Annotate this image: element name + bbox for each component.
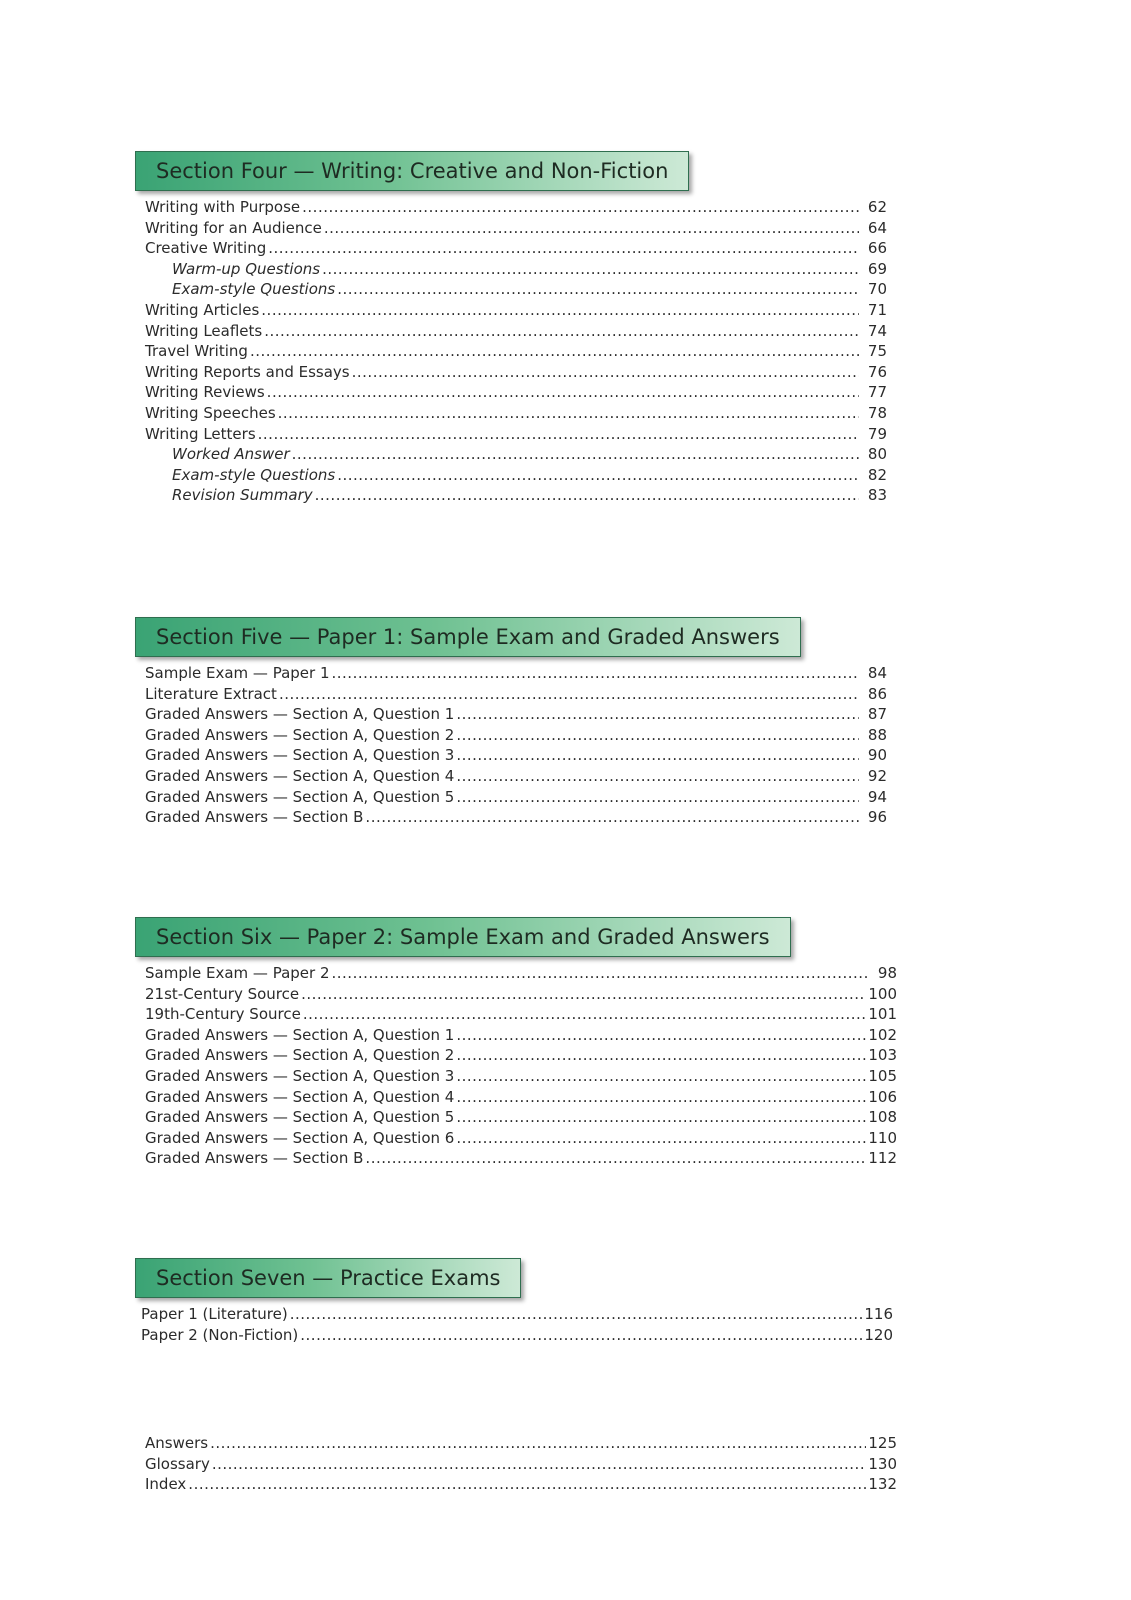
entry-title: Paper 2 (Non-Fiction) <box>141 1325 299 1344</box>
toc-entry[interactable] <box>145 465 887 486</box>
entry-list <box>141 1304 893 1345</box>
entry-page-number: 100 <box>868 984 897 1003</box>
toc-entry[interactable] <box>145 1025 897 1046</box>
section-seven <box>135 1258 893 1345</box>
entry-page-number: 110 <box>868 1128 897 1147</box>
toc-entry[interactable] <box>145 1045 897 1066</box>
dot-leader <box>332 963 870 984</box>
dot-leader <box>290 1304 863 1325</box>
entry-title: Glossary <box>145 1454 210 1473</box>
dot-leader <box>261 300 859 321</box>
entry-title: Warm-up Questions <box>172 259 321 278</box>
entry-page-number: 102 <box>868 1025 897 1044</box>
entry-title: Graded Answers — Section A, Question 5 <box>145 787 455 806</box>
entry-page-number: 132 <box>868 1475 897 1494</box>
toc-entry[interactable] <box>145 1107 897 1128</box>
dot-leader <box>456 1066 866 1087</box>
section-five <box>135 617 887 828</box>
entry-page-number: 96 <box>867 808 887 827</box>
entry-page-number: 87 <box>867 705 887 724</box>
entry-title: Writing Reviews <box>145 383 265 402</box>
entry-page-number: 75 <box>867 342 887 361</box>
dot-leader <box>456 1025 866 1046</box>
entry-title: Worked Answer <box>172 445 290 464</box>
dot-leader <box>365 1148 866 1169</box>
entry-title: Graded Answers — Section A, Question 4 <box>145 766 455 785</box>
toc-entry[interactable] <box>145 766 887 787</box>
entry-page-number: 103 <box>868 1046 897 1065</box>
dot-leader <box>315 485 859 506</box>
dot-leader <box>302 197 859 218</box>
dot-leader <box>456 766 859 787</box>
entry-page-number: 105 <box>868 1066 897 1085</box>
toc-entry[interactable] <box>141 1325 893 1346</box>
section-heading: Section Seven — Practice Exams <box>135 1258 521 1298</box>
entry-list <box>145 663 887 828</box>
dot-leader <box>268 238 859 259</box>
entry-title: Writing Reports and Essays <box>145 362 350 381</box>
toc-entry[interactable] <box>145 321 887 342</box>
entry-page-number: 82 <box>867 465 887 484</box>
entry-title: Writing with Purpose <box>145 198 301 216</box>
dot-leader <box>337 465 859 486</box>
entry-page-number: 76 <box>867 362 887 381</box>
toc-entry[interactable] <box>145 218 887 239</box>
entry-title: 21st-Century Source <box>145 984 300 1003</box>
dot-leader <box>212 1454 867 1475</box>
dot-leader <box>258 424 859 445</box>
dot-leader <box>279 684 859 705</box>
toc-entry[interactable] <box>145 424 887 445</box>
dot-leader <box>456 725 859 746</box>
entry-page-number: 66 <box>867 239 887 258</box>
toc-entry[interactable] <box>145 485 887 506</box>
dot-leader <box>301 984 866 1005</box>
toc-entry[interactable] <box>145 362 887 383</box>
entry-title: Writing Letters <box>145 424 256 443</box>
toc-entry[interactable] <box>145 238 887 259</box>
entry-list <box>145 1433 897 1495</box>
entry-title: Graded Answers — Section A, Question 1 <box>145 1025 455 1044</box>
entry-page-number: 71 <box>867 300 887 319</box>
entry-title: Index <box>145 1475 187 1494</box>
entry-title: Travel Writing <box>145 342 248 361</box>
toc-entry[interactable] <box>141 1304 893 1325</box>
section-heading: Section Four — Writing: Creative and Non-Fiction <box>135 151 689 191</box>
entry-title: Graded Answers — Section A, Question 1 <box>145 705 455 724</box>
entry-title: Revision Summary <box>172 486 313 505</box>
toc-entry[interactable] <box>145 1087 897 1108</box>
entry-page-number: 80 <box>867 445 887 464</box>
dot-leader <box>365 807 859 828</box>
dot-leader <box>332 663 860 684</box>
dot-leader <box>337 279 859 300</box>
entry-page-number: 70 <box>867 280 887 299</box>
entry-title: Graded Answers — Section A, Question 3 <box>145 1066 455 1085</box>
entry-page-number: 79 <box>867 424 887 443</box>
toc-entry[interactable] <box>145 725 887 746</box>
entry-title: Answers <box>145 1434 209 1452</box>
toc-entry[interactable] <box>145 300 887 321</box>
dot-leader <box>292 444 859 465</box>
section-six <box>135 917 897 1169</box>
entry-page-number: 130 <box>868 1454 897 1473</box>
toc-entry[interactable] <box>145 1474 897 1495</box>
toc-entry[interactable] <box>145 1148 897 1169</box>
entry-page-number: 106 <box>868 1087 897 1106</box>
dot-leader <box>456 787 859 808</box>
entry-title: Graded Answers — Section A, Question 2 <box>145 725 455 744</box>
dot-leader <box>300 1325 862 1346</box>
entry-page-number: 101 <box>868 1005 897 1024</box>
toc-entry[interactable] <box>145 444 887 465</box>
entry-title: Graded Answers — Section A, Question 2 <box>145 1046 455 1065</box>
entry-title: 19th-Century Source <box>145 1005 301 1024</box>
entry-title: Graded Answers — Section A, Question 6 <box>145 1128 455 1147</box>
entry-page-number: 88 <box>867 725 887 744</box>
entry-page-number: 116 <box>864 1305 893 1323</box>
dot-leader <box>456 1107 866 1128</box>
dot-leader <box>250 341 859 362</box>
toc-entry[interactable] <box>145 984 897 1005</box>
dot-leader <box>456 1128 866 1149</box>
dot-leader <box>264 321 859 342</box>
entry-title: Sample Exam — Paper 2 <box>145 964 330 982</box>
dot-leader <box>456 1045 866 1066</box>
toc-entry[interactable] <box>145 1066 897 1087</box>
entry-page-number: 90 <box>867 746 887 765</box>
toc-entry[interactable] <box>145 197 887 218</box>
entry-title: Writing for an Audience <box>145 218 322 237</box>
entry-page-number: 64 <box>867 218 887 237</box>
entry-list <box>145 197 887 506</box>
entry-title: Paper 1 (Literature) <box>141 1305 288 1323</box>
entry-page-number: 92 <box>867 766 887 785</box>
entry-title: Creative Writing <box>145 239 267 258</box>
dot-leader <box>324 218 859 239</box>
dot-leader <box>267 382 859 403</box>
entry-title: Graded Answers — Section A, Question 4 <box>145 1087 455 1106</box>
entry-title: Graded Answers — Section A, Question 3 <box>145 746 455 765</box>
toc-entry[interactable] <box>145 403 887 424</box>
toc-entry[interactable] <box>145 279 887 300</box>
toc-entry[interactable] <box>145 684 887 705</box>
section-heading: Section Five — Paper 1: Sample Exam and Graded Answers <box>135 617 801 657</box>
entry-page-number: 94 <box>867 787 887 806</box>
dot-leader <box>303 1004 867 1025</box>
toc-entry[interactable] <box>145 963 897 984</box>
toc-entry[interactable] <box>145 1004 897 1025</box>
entry-page-number: 112 <box>868 1149 897 1168</box>
back-matter <box>135 1433 897 1495</box>
dot-leader <box>352 362 859 383</box>
entry-title: Writing Articles <box>145 300 260 319</box>
entry-title: Graded Answers — Section B <box>145 808 364 827</box>
entry-page-number: 83 <box>867 486 887 505</box>
entry-page-number: 84 <box>867 664 887 682</box>
dot-leader <box>456 745 859 766</box>
entry-page-number: 69 <box>867 259 887 278</box>
toc-entry[interactable] <box>145 382 887 403</box>
entry-title: Graded Answers — Section B <box>145 1149 364 1168</box>
dot-leader <box>456 1087 866 1108</box>
entry-page-number: 98 <box>877 964 897 982</box>
entry-title: Graded Answers — Section A, Question 5 <box>145 1108 455 1127</box>
entry-page-number: 74 <box>867 321 887 340</box>
toc-entry[interactable] <box>145 1128 897 1149</box>
toc-entry[interactable] <box>145 341 887 362</box>
dot-leader <box>456 704 859 725</box>
entry-page-number: 108 <box>868 1108 897 1127</box>
toc-entry[interactable] <box>145 1433 897 1454</box>
entry-title: Literature Extract <box>145 684 277 703</box>
toc-entry[interactable] <box>145 807 887 828</box>
toc-entry[interactable] <box>145 259 887 280</box>
entry-page-number: 62 <box>867 198 887 216</box>
entry-page-number: 125 <box>868 1434 897 1452</box>
entry-page-number: 77 <box>867 383 887 402</box>
toc-entry[interactable] <box>145 1454 897 1475</box>
section-four <box>135 151 887 506</box>
entry-list <box>145 963 897 1169</box>
dot-leader <box>210 1433 866 1454</box>
dot-leader <box>322 259 859 280</box>
entry-page-number: 120 <box>864 1325 893 1344</box>
entry-page-number: 78 <box>867 403 887 422</box>
entry-title: Writing Leaflets <box>145 321 263 340</box>
toc-entry[interactable] <box>145 704 887 725</box>
entry-title: Sample Exam — Paper 1 <box>145 664 330 682</box>
toc-entry[interactable] <box>145 663 887 684</box>
entry-title: Exam-style Questions <box>172 465 336 484</box>
entry-page-number: 86 <box>867 684 887 703</box>
entry-title: Writing Speeches <box>145 403 276 422</box>
dot-leader <box>188 1474 866 1495</box>
dot-leader <box>278 403 859 424</box>
toc-entry[interactable] <box>145 787 887 808</box>
entry-title: Exam-style Questions <box>172 280 336 299</box>
section-heading: Section Six — Paper 2: Sample Exam and Graded Answers <box>135 917 791 957</box>
toc-entry[interactable] <box>145 745 887 766</box>
